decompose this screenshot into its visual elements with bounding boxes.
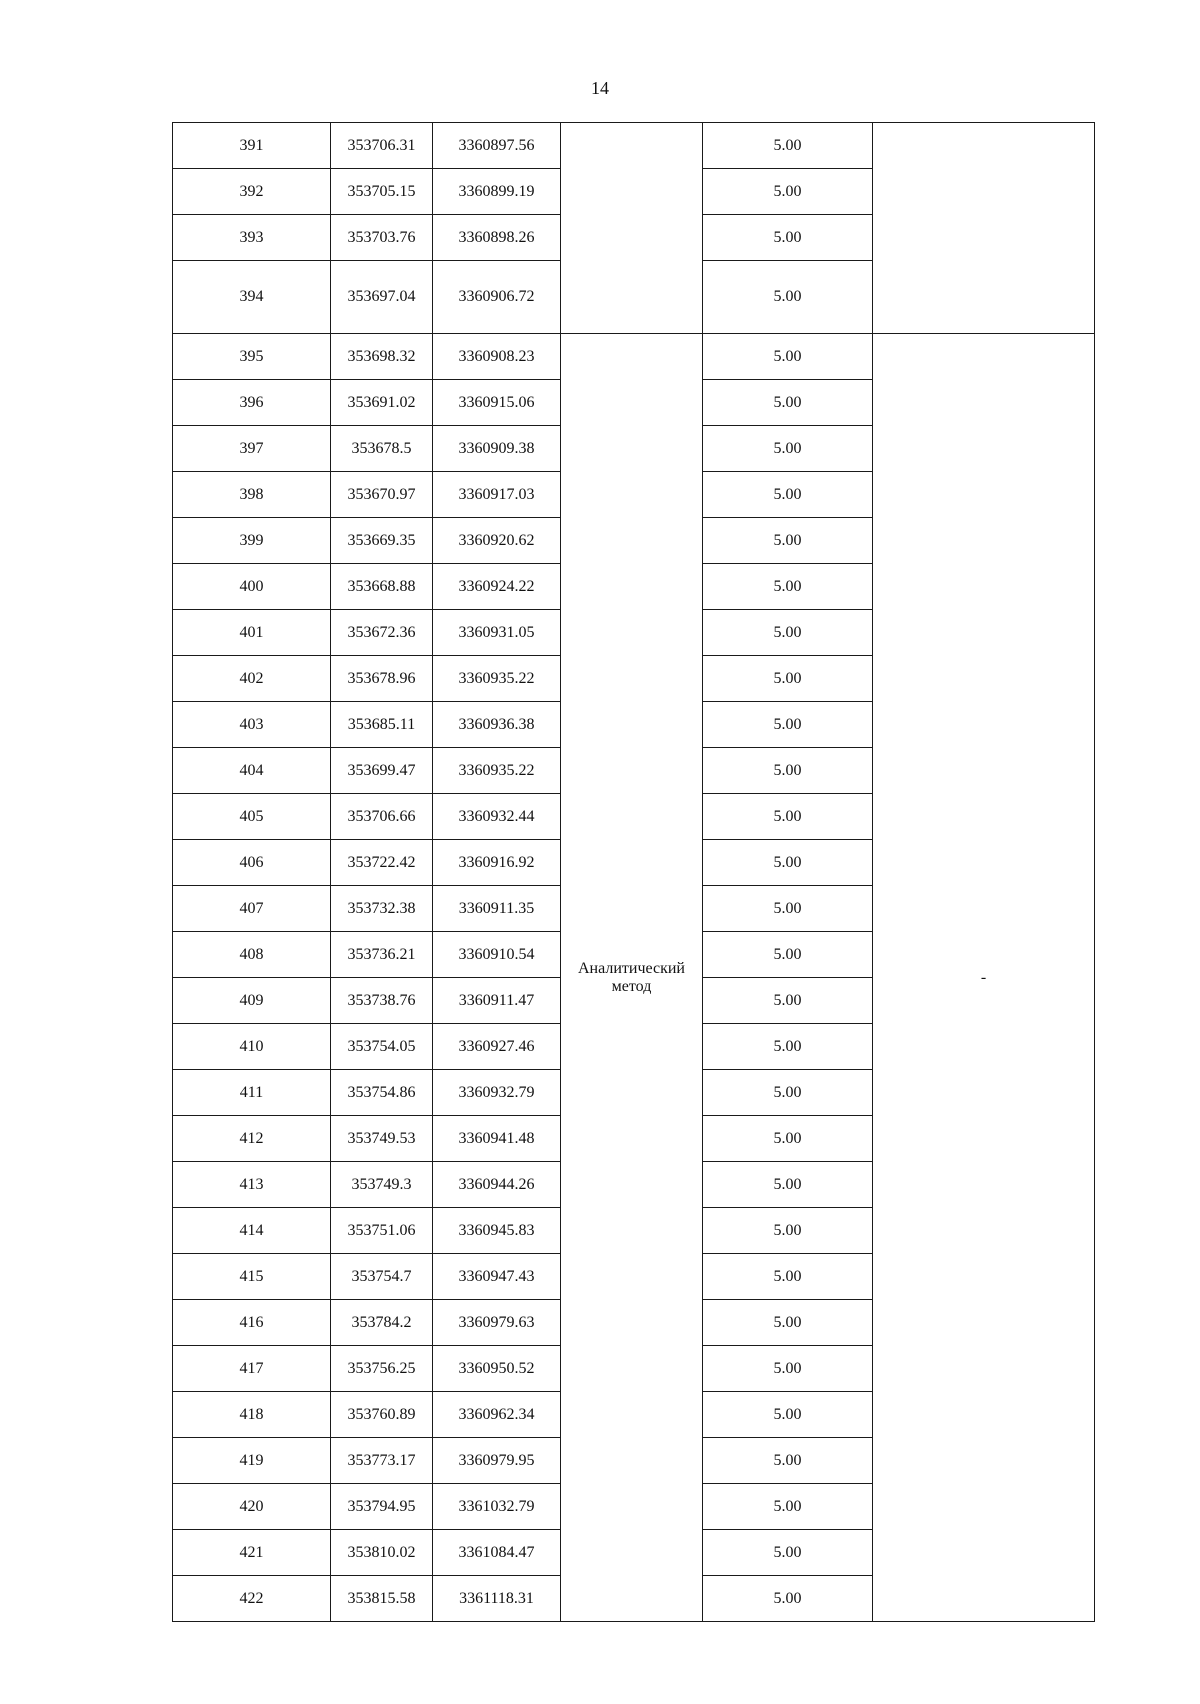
y-coordinate-cell: 3360979.63 [433,1300,561,1346]
point-number-cell: 410 [173,1024,331,1070]
y-coordinate-cell: 3361032.79 [433,1484,561,1530]
x-coordinate-cell: 353669.35 [331,518,433,564]
accuracy-cell: 5.00 [703,794,873,840]
accuracy-cell: 5.00 [703,1300,873,1346]
point-number-cell: 422 [173,1576,331,1622]
point-number-cell: 393 [173,215,331,261]
y-coordinate-cell: 3360906.72 [433,261,561,334]
x-coordinate-cell: 353738.76 [331,978,433,1024]
point-number-cell: 407 [173,886,331,932]
point-number-cell: 413 [173,1162,331,1208]
accuracy-cell: 5.00 [703,518,873,564]
accuracy-cell: 5.00 [703,1392,873,1438]
accuracy-cell: 5.00 [703,748,873,794]
x-coordinate-cell: 353784.2 [331,1300,433,1346]
point-number-cell: 420 [173,1484,331,1530]
page-number: 14 [591,78,609,98]
x-coordinate-cell: 353706.66 [331,794,433,840]
x-coordinate-cell: 353815.58 [331,1576,433,1622]
point-number-cell: 403 [173,702,331,748]
accuracy-cell: 5.00 [703,1254,873,1300]
x-coordinate-cell: 353705.15 [331,169,433,215]
x-coordinate-cell: 353691.02 [331,380,433,426]
point-number-cell: 412 [173,1116,331,1162]
point-number-cell: 417 [173,1346,331,1392]
accuracy-cell: 5.00 [703,840,873,886]
y-coordinate-cell: 3360935.22 [433,656,561,702]
accuracy-cell: 5.00 [703,1576,873,1622]
y-coordinate-cell: 3360920.62 [433,518,561,564]
x-coordinate-cell: 353810.02 [331,1530,433,1576]
method-cell-empty [561,123,703,334]
point-number-cell: 391 [173,123,331,169]
y-coordinate-cell: 3360916.92 [433,840,561,886]
x-coordinate-cell: 353773.17 [331,1438,433,1484]
table-row [173,123,1095,169]
y-coordinate-cell: 3360932.79 [433,1070,561,1116]
x-coordinate-cell: 353754.86 [331,1070,433,1116]
point-number-cell: 402 [173,656,331,702]
y-coordinate-cell: 3360899.19 [433,169,561,215]
point-number-cell: 414 [173,1208,331,1254]
accuracy-cell: 5.00 [703,1208,873,1254]
y-coordinate-cell: 3360910.54 [433,932,561,978]
x-coordinate-cell: 353754.05 [331,1024,433,1070]
point-number-cell: 416 [173,1300,331,1346]
x-coordinate-cell: 353794.95 [331,1484,433,1530]
y-coordinate-cell: 3360962.34 [433,1392,561,1438]
point-number-cell: 396 [173,380,331,426]
y-coordinate-cell: 3360911.47 [433,978,561,1024]
accuracy-cell: 5.00 [703,1438,873,1484]
accuracy-cell: 5.00 [703,1116,873,1162]
y-coordinate-cell: 3360927.46 [433,1024,561,1070]
accuracy-cell: 5.00 [703,932,873,978]
point-number-cell: 397 [173,426,331,472]
point-number-cell: 415 [173,1254,331,1300]
y-coordinate-cell: 3360909.38 [433,426,561,472]
point-number-cell: 418 [173,1392,331,1438]
point-number-cell: 392 [173,169,331,215]
y-coordinate-cell: 3360898.26 [433,215,561,261]
x-coordinate-cell: 353678.5 [331,426,433,472]
y-coordinate-cell: 3360908.23 [433,334,561,380]
x-coordinate-cell: 353722.42 [331,840,433,886]
y-coordinate-cell: 3360935.22 [433,748,561,794]
point-number-cell: 399 [173,518,331,564]
point-number-cell: 405 [173,794,331,840]
point-number-cell: 419 [173,1438,331,1484]
point-number-cell: 408 [173,932,331,978]
y-coordinate-cell: 3360944.26 [433,1162,561,1208]
x-coordinate-cell: 353732.38 [331,886,433,932]
accuracy-cell: 5.00 [703,1162,873,1208]
accuracy-cell: 5.00 [703,978,873,1024]
x-coordinate-cell: 353672.36 [331,610,433,656]
y-coordinate-cell: 3360950.52 [433,1346,561,1392]
y-coordinate-cell: 3360924.22 [433,564,561,610]
x-coordinate-cell: 353751.06 [331,1208,433,1254]
table-row [173,334,1095,380]
y-coordinate-cell: 3360941.48 [433,1116,561,1162]
x-coordinate-cell: 353703.76 [331,215,433,261]
point-number-cell: 395 [173,334,331,380]
x-coordinate-cell: 353756.25 [331,1346,433,1392]
x-coordinate-cell: 353678.96 [331,656,433,702]
point-number-cell: 421 [173,1530,331,1576]
accuracy-cell: 5.00 [703,1484,873,1530]
point-number-cell: 398 [173,472,331,518]
accuracy-cell: 5.00 [703,380,873,426]
point-number-cell: 400 [173,564,331,610]
point-number-cell: 401 [173,610,331,656]
accuracy-cell: 5.00 [703,610,873,656]
y-coordinate-cell: 3360932.44 [433,794,561,840]
y-coordinate-cell: 3360915.06 [433,380,561,426]
accuracy-cell: 5.00 [703,656,873,702]
y-coordinate-cell: 3360917.03 [433,472,561,518]
x-coordinate-cell: 353749.53 [331,1116,433,1162]
y-coordinate-cell: 3360936.38 [433,702,561,748]
accuracy-cell: 5.00 [703,1070,873,1116]
x-coordinate-cell: 353754.7 [331,1254,433,1300]
y-coordinate-cell: 3360931.05 [433,610,561,656]
accuracy-cell: 5.00 [703,886,873,932]
accuracy-cell: 5.00 [703,123,873,169]
point-number-cell: 411 [173,1070,331,1116]
x-coordinate-cell: 353685.11 [331,702,433,748]
accuracy-cell: 5.00 [703,702,873,748]
y-coordinate-cell: 3361084.47 [433,1530,561,1576]
point-number-cell: 406 [173,840,331,886]
x-coordinate-cell: 353670.97 [331,472,433,518]
point-number-cell: 404 [173,748,331,794]
accuracy-cell: 5.00 [703,215,873,261]
coordinates-table [172,122,1095,1622]
y-coordinate-cell: 3361118.31 [433,1576,561,1622]
accuracy-cell: 5.00 [703,426,873,472]
accuracy-cell: 5.00 [703,1530,873,1576]
accuracy-cell: 5.00 [703,334,873,380]
y-coordinate-cell: 3360897.56 [433,123,561,169]
coordinates-table-body [173,123,1095,1622]
point-number-cell: 394 [173,261,331,334]
y-coordinate-cell: 3360979.95 [433,1438,561,1484]
x-coordinate-cell: 353736.21 [331,932,433,978]
accuracy-cell: 5.00 [703,169,873,215]
y-coordinate-cell: 3360911.35 [433,886,561,932]
x-coordinate-cell: 353706.31 [331,123,433,169]
point-number-cell: 409 [173,978,331,1024]
note-cell-empty [873,123,1095,334]
x-coordinate-cell: 353668.88 [331,564,433,610]
y-coordinate-cell: 3360945.83 [433,1208,561,1254]
accuracy-cell: 5.00 [703,1024,873,1070]
accuracy-cell: 5.00 [703,1346,873,1392]
accuracy-cell: 5.00 [703,261,873,334]
x-coordinate-cell: 353760.89 [331,1392,433,1438]
note-cell: - [873,334,1095,1622]
x-coordinate-cell: 353698.32 [331,334,433,380]
x-coordinate-cell: 353697.04 [331,261,433,334]
method-cell: Аналитический метод [561,334,703,1622]
y-coordinate-cell: 3360947.43 [433,1254,561,1300]
x-coordinate-cell: 353699.47 [331,748,433,794]
accuracy-cell: 5.00 [703,564,873,610]
accuracy-cell: 5.00 [703,472,873,518]
x-coordinate-cell: 353749.3 [331,1162,433,1208]
